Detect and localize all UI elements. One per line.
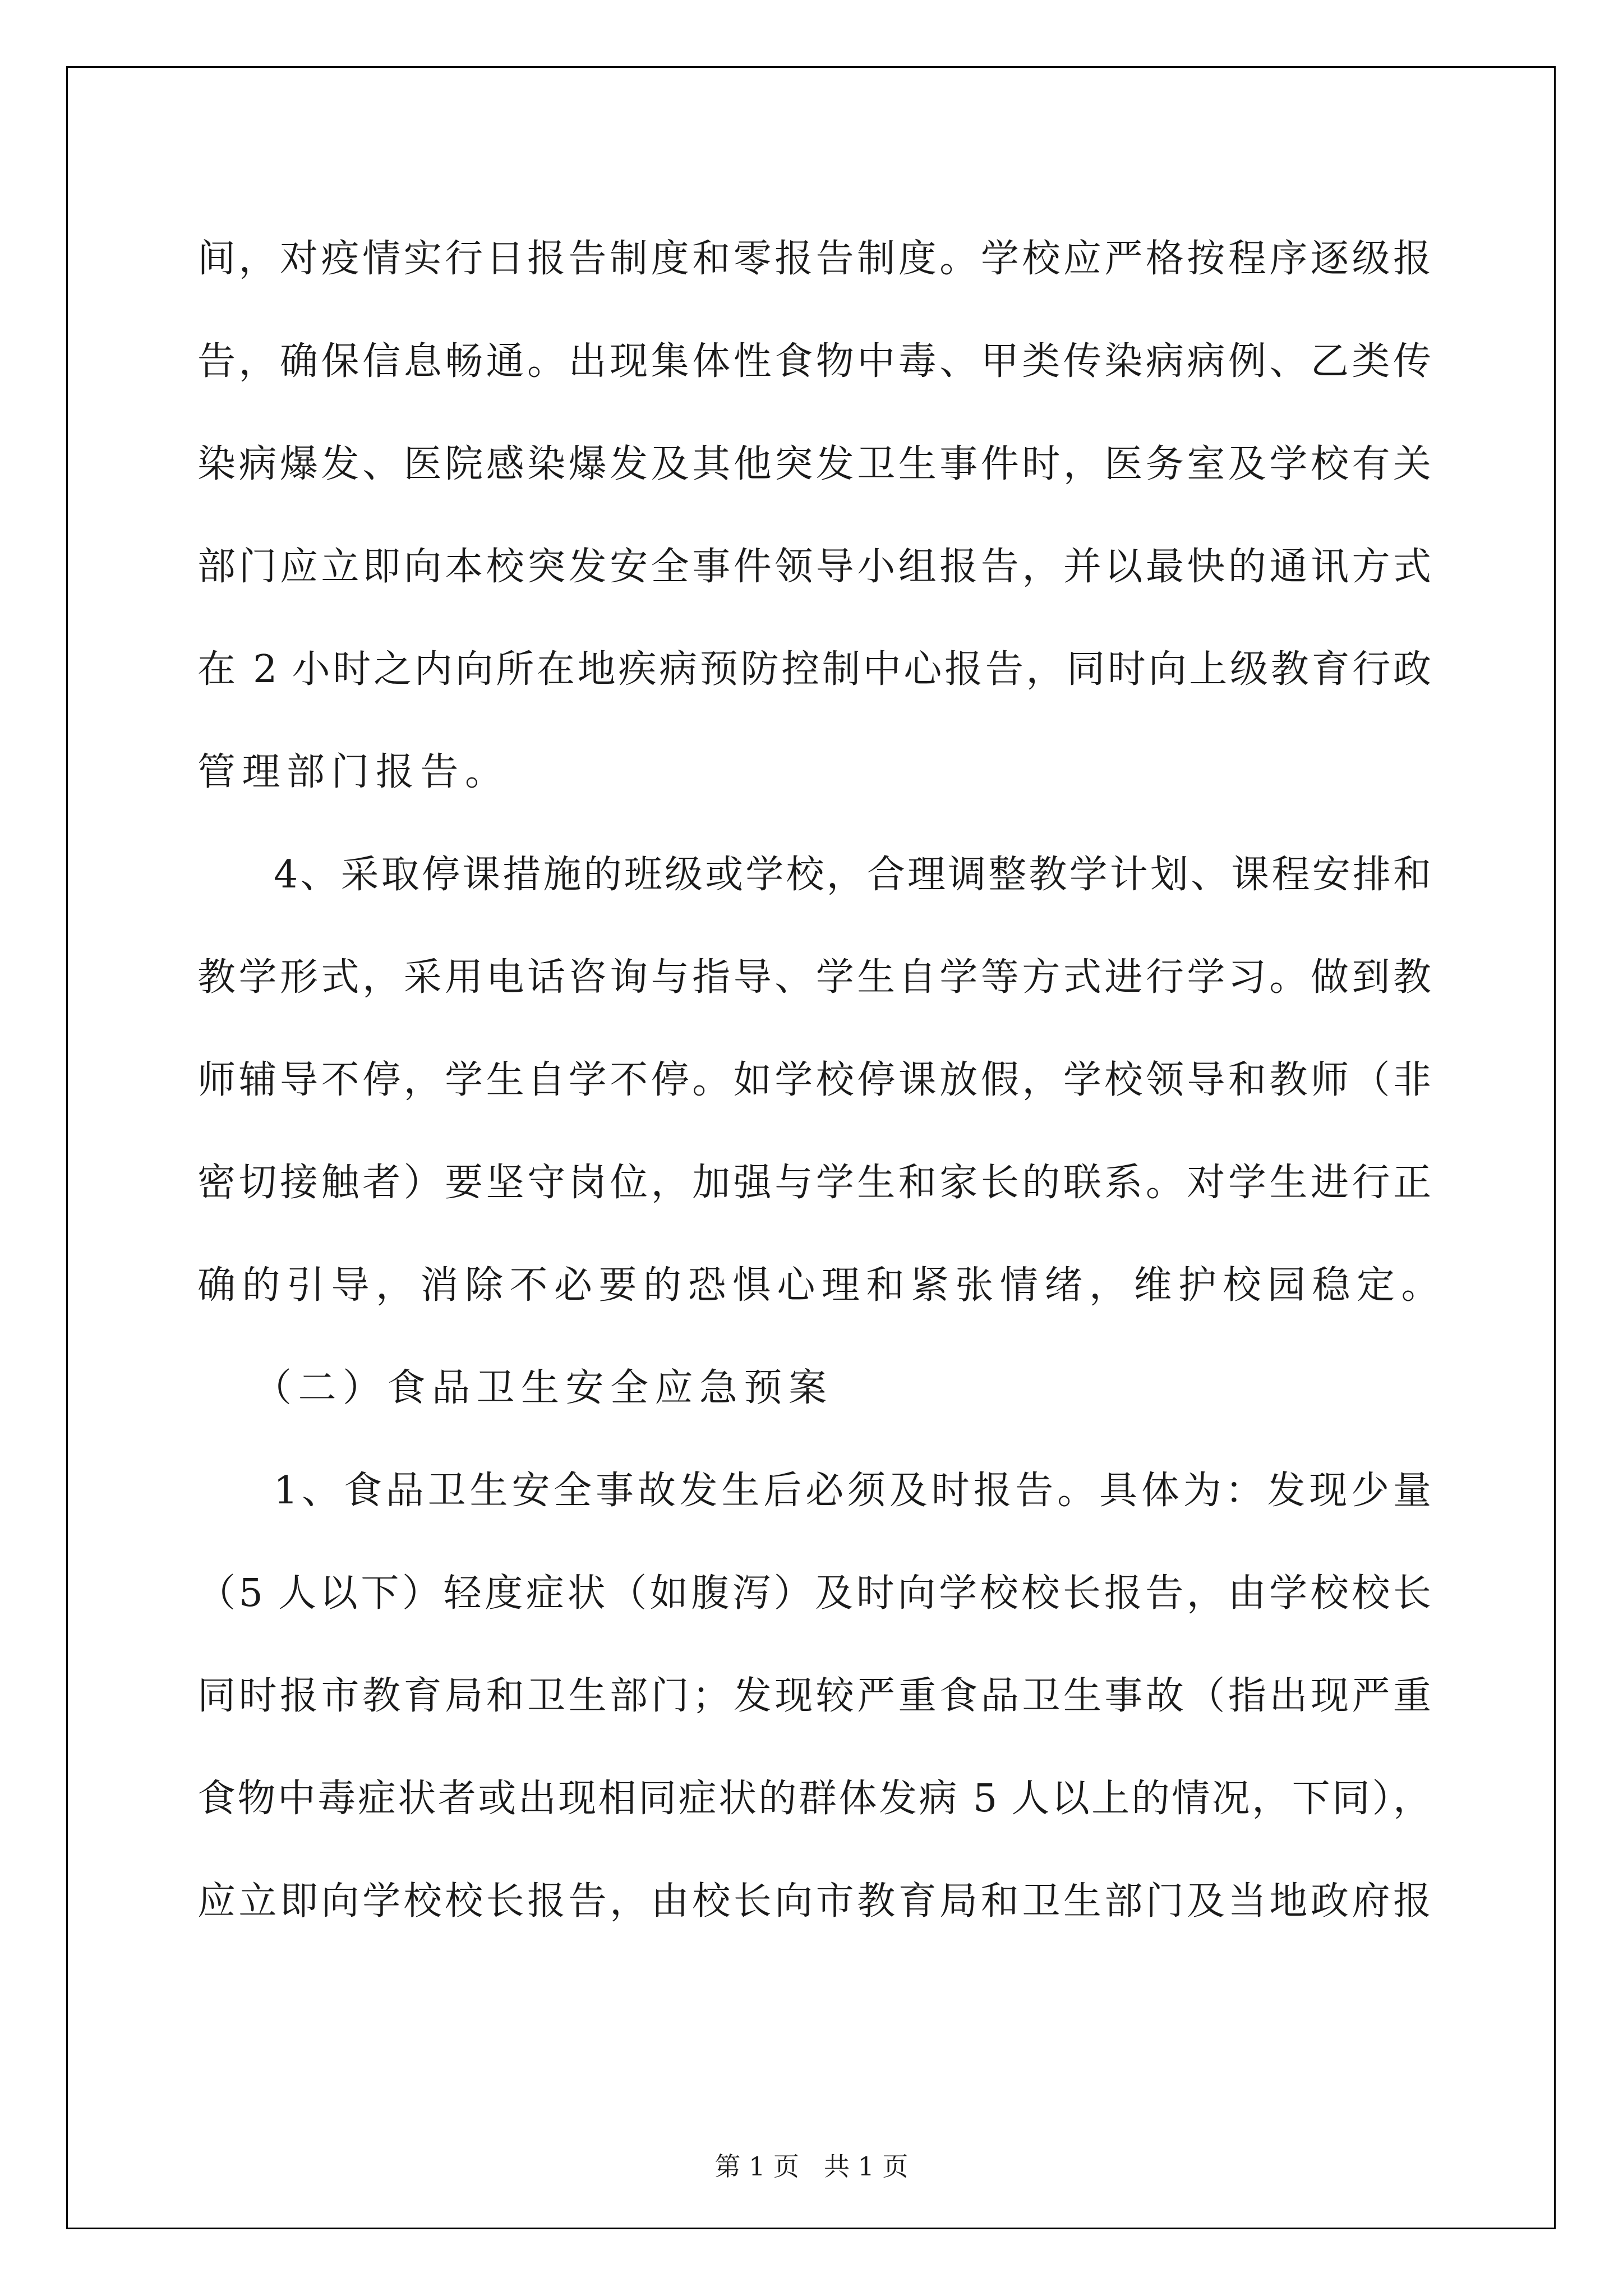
page-number: 第 1 页 — [714, 2151, 800, 2182]
text-line: 染病爆发、医院感染爆发及其他突发卫生事件时，医务室及学校有关 — [197, 442, 1431, 486]
text-line: 食物中毒症状者或出现相同症状的群体发病 5 人以上的情况，下同）， — [197, 1777, 1431, 1821]
document-body — [197, 208, 1446, 1953]
text-line: 确的引导，消除不必要的恐惧心理和紧张情绪，维护校园稳定。 — [197, 1263, 1446, 1308]
text-line: 同时报市教育局和卫生部门；发现较严重食品卫生事故（指出现严重 — [197, 1674, 1431, 1718]
text-line: 4、采取停课措施的班级或学校，合理调整教学计划、课程安排和 — [274, 853, 1431, 897]
text-line: 间，对疫情实行日报告制度和零报告制度。学校应严格按程序逐级报 — [197, 237, 1431, 281]
page-total: 共 1 页 — [823, 2151, 909, 2182]
text-line: 1、食品卫生安全事故发生后必须及时报告。具体为：发现少量 — [274, 1469, 1431, 1513]
text-line: （5 人以下）轻度症状（如腹泻）及时向学校校长报告，由学校校长 — [197, 1571, 1431, 1616]
text-line: 密切接触者）要坚守岗位，加强与学生和家长的联系。对学生进行正 — [197, 1161, 1431, 1205]
text-line: 应立即向学校校长报告，由校长向市教育局和卫生部门及当地政府报 — [197, 1879, 1431, 1924]
page-footer — [0, 2150, 1623, 2183]
text-line: 告，确保信息畅通。出现集体性食物中毒、甲类传染病病例、乙类传 — [197, 339, 1431, 384]
text-line: 教学形式，采用电话咨询与指导、学生自学等方式进行学习。做到教 — [197, 955, 1431, 1000]
text-line: 师辅导不停，学生自学不停。如学校停课放假，学校领导和教师（非 — [197, 1058, 1431, 1102]
text-line: 部门应立即向本校突发安全事件领导小组报告，并以最快的通讯方式 — [197, 545, 1431, 589]
text-line: 在 2 小时之内向所在地疾病预防控制中心报告，同时向上级教育行政 — [197, 647, 1431, 692]
section-heading: （二）食品卫生安全应急预案 — [253, 1366, 833, 1410]
text-line: 管理部门报告。 — [197, 750, 510, 794]
